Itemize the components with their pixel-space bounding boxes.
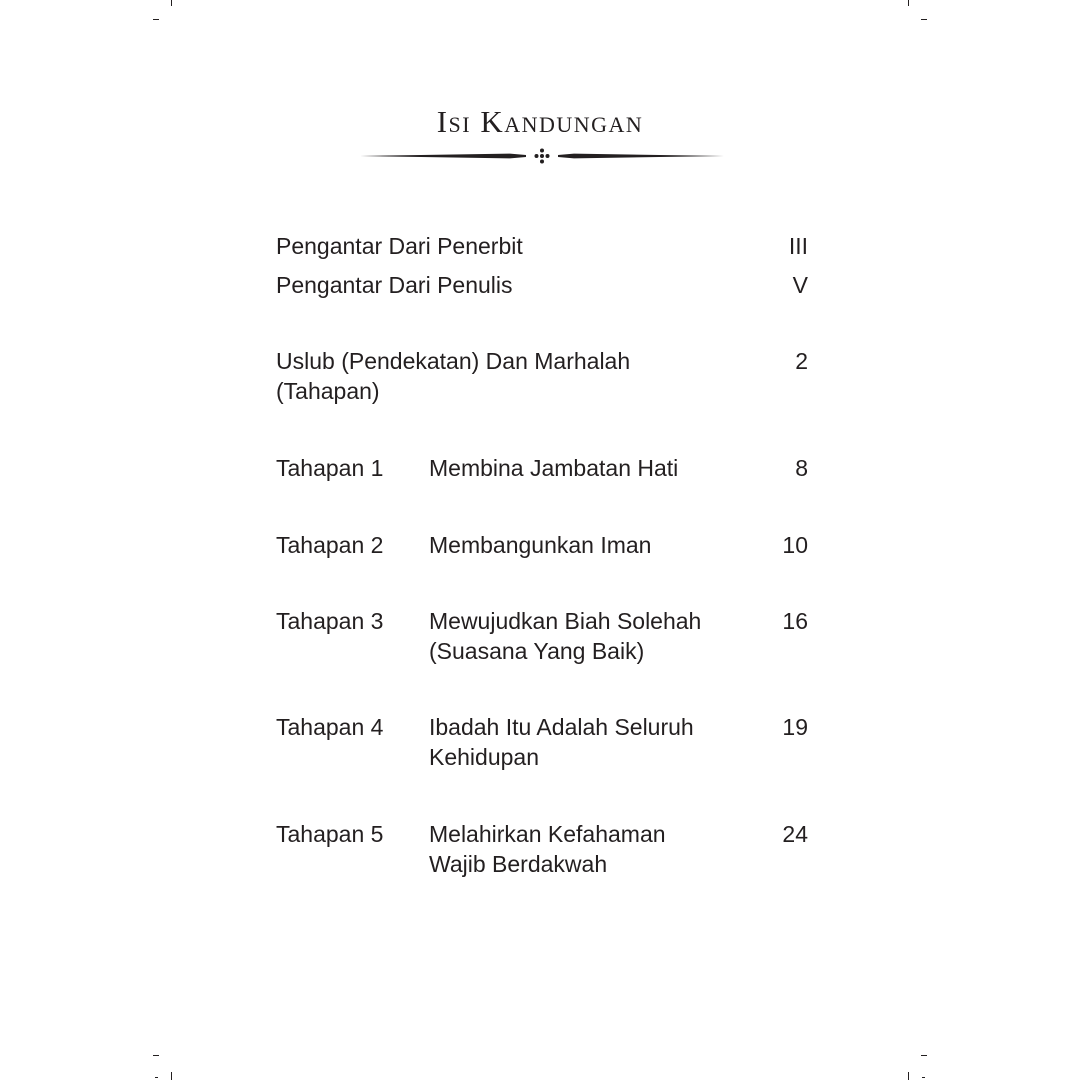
title-ornament <box>360 146 724 166</box>
crop-mark-top-left-horizontal <box>153 19 159 20</box>
toc-entry-title <box>429 606 749 666</box>
toc-page-number: 2 <box>795 348 808 374</box>
toc-page-number: 16 <box>782 608 808 634</box>
crop-mark-top-right-vertical <box>908 0 909 6</box>
table-of-contents <box>276 231 808 891</box>
toc-entry-title-line: Uslub (Pendekatan) Dan Marhalah <box>276 348 631 374</box>
toc-page-number: 24 <box>782 821 808 847</box>
toc-entry-title-line: (Tahapan) <box>276 378 380 404</box>
toc-entry-title <box>429 712 749 772</box>
toc-entry-title-line: (Suasana Yang Baik) <box>429 638 645 664</box>
toc-entry-title: Pengantar Dari Penerbit <box>276 233 523 259</box>
page-title: Isi Kandungan <box>436 104 644 139</box>
toc-entry-title <box>276 346 696 406</box>
crop-mark-bottom-right-vertical <box>908 1072 909 1080</box>
crop-mark-top-right-horizontal <box>921 19 927 20</box>
crop-mark-bottom-left-tick <box>155 1077 158 1078</box>
ornament-cross-icon <box>535 149 550 164</box>
toc-stage-label: Tahapan 2 <box>276 532 384 558</box>
toc-entry-title <box>429 530 749 560</box>
toc-entry-title-line: Melahirkan Kefahaman <box>429 821 666 847</box>
toc-page-number: V <box>792 272 808 298</box>
toc-entry-title-line: Ibadah Itu Adalah Seluruh <box>429 714 694 740</box>
toc-entry-title <box>429 819 749 879</box>
toc-stage-label: Tahapan 5 <box>276 821 384 847</box>
toc-entry-title-line: Wajib Berdakwah <box>429 851 608 877</box>
crop-mark-bottom-right-horizontal <box>921 1055 927 1056</box>
toc-entry-title-line: Mewujudkan Biah Solehah <box>429 608 702 634</box>
toc-entry-title <box>429 453 749 483</box>
toc-page-number: 10 <box>782 532 808 558</box>
toc-stage-label: Tahapan 3 <box>276 608 384 634</box>
crop-mark-top-left-vertical <box>171 0 172 6</box>
toc-page-number: 8 <box>795 455 808 481</box>
crop-mark-bottom-left-vertical <box>171 1072 172 1080</box>
toc-stage-label: Tahapan 1 <box>276 455 384 481</box>
toc-entry-title-line: Membina Jambatan Hati <box>429 455 679 481</box>
ornament-rule-left <box>360 154 526 159</box>
toc-page-number: 19 <box>782 714 808 740</box>
crop-mark-bottom-right-tick <box>922 1077 925 1078</box>
toc-entry-title-line: Membangunkan Iman <box>429 532 652 558</box>
toc-page-number: III <box>788 233 808 259</box>
crop-mark-bottom-left-horizontal <box>153 1055 159 1056</box>
toc-entry-title: Pengantar Dari Penulis <box>276 272 513 298</box>
toc-entry-title-line: Kehidupan <box>429 744 539 770</box>
toc-stage-label: Tahapan 4 <box>276 714 384 740</box>
ornament-rule-right <box>558 154 724 159</box>
